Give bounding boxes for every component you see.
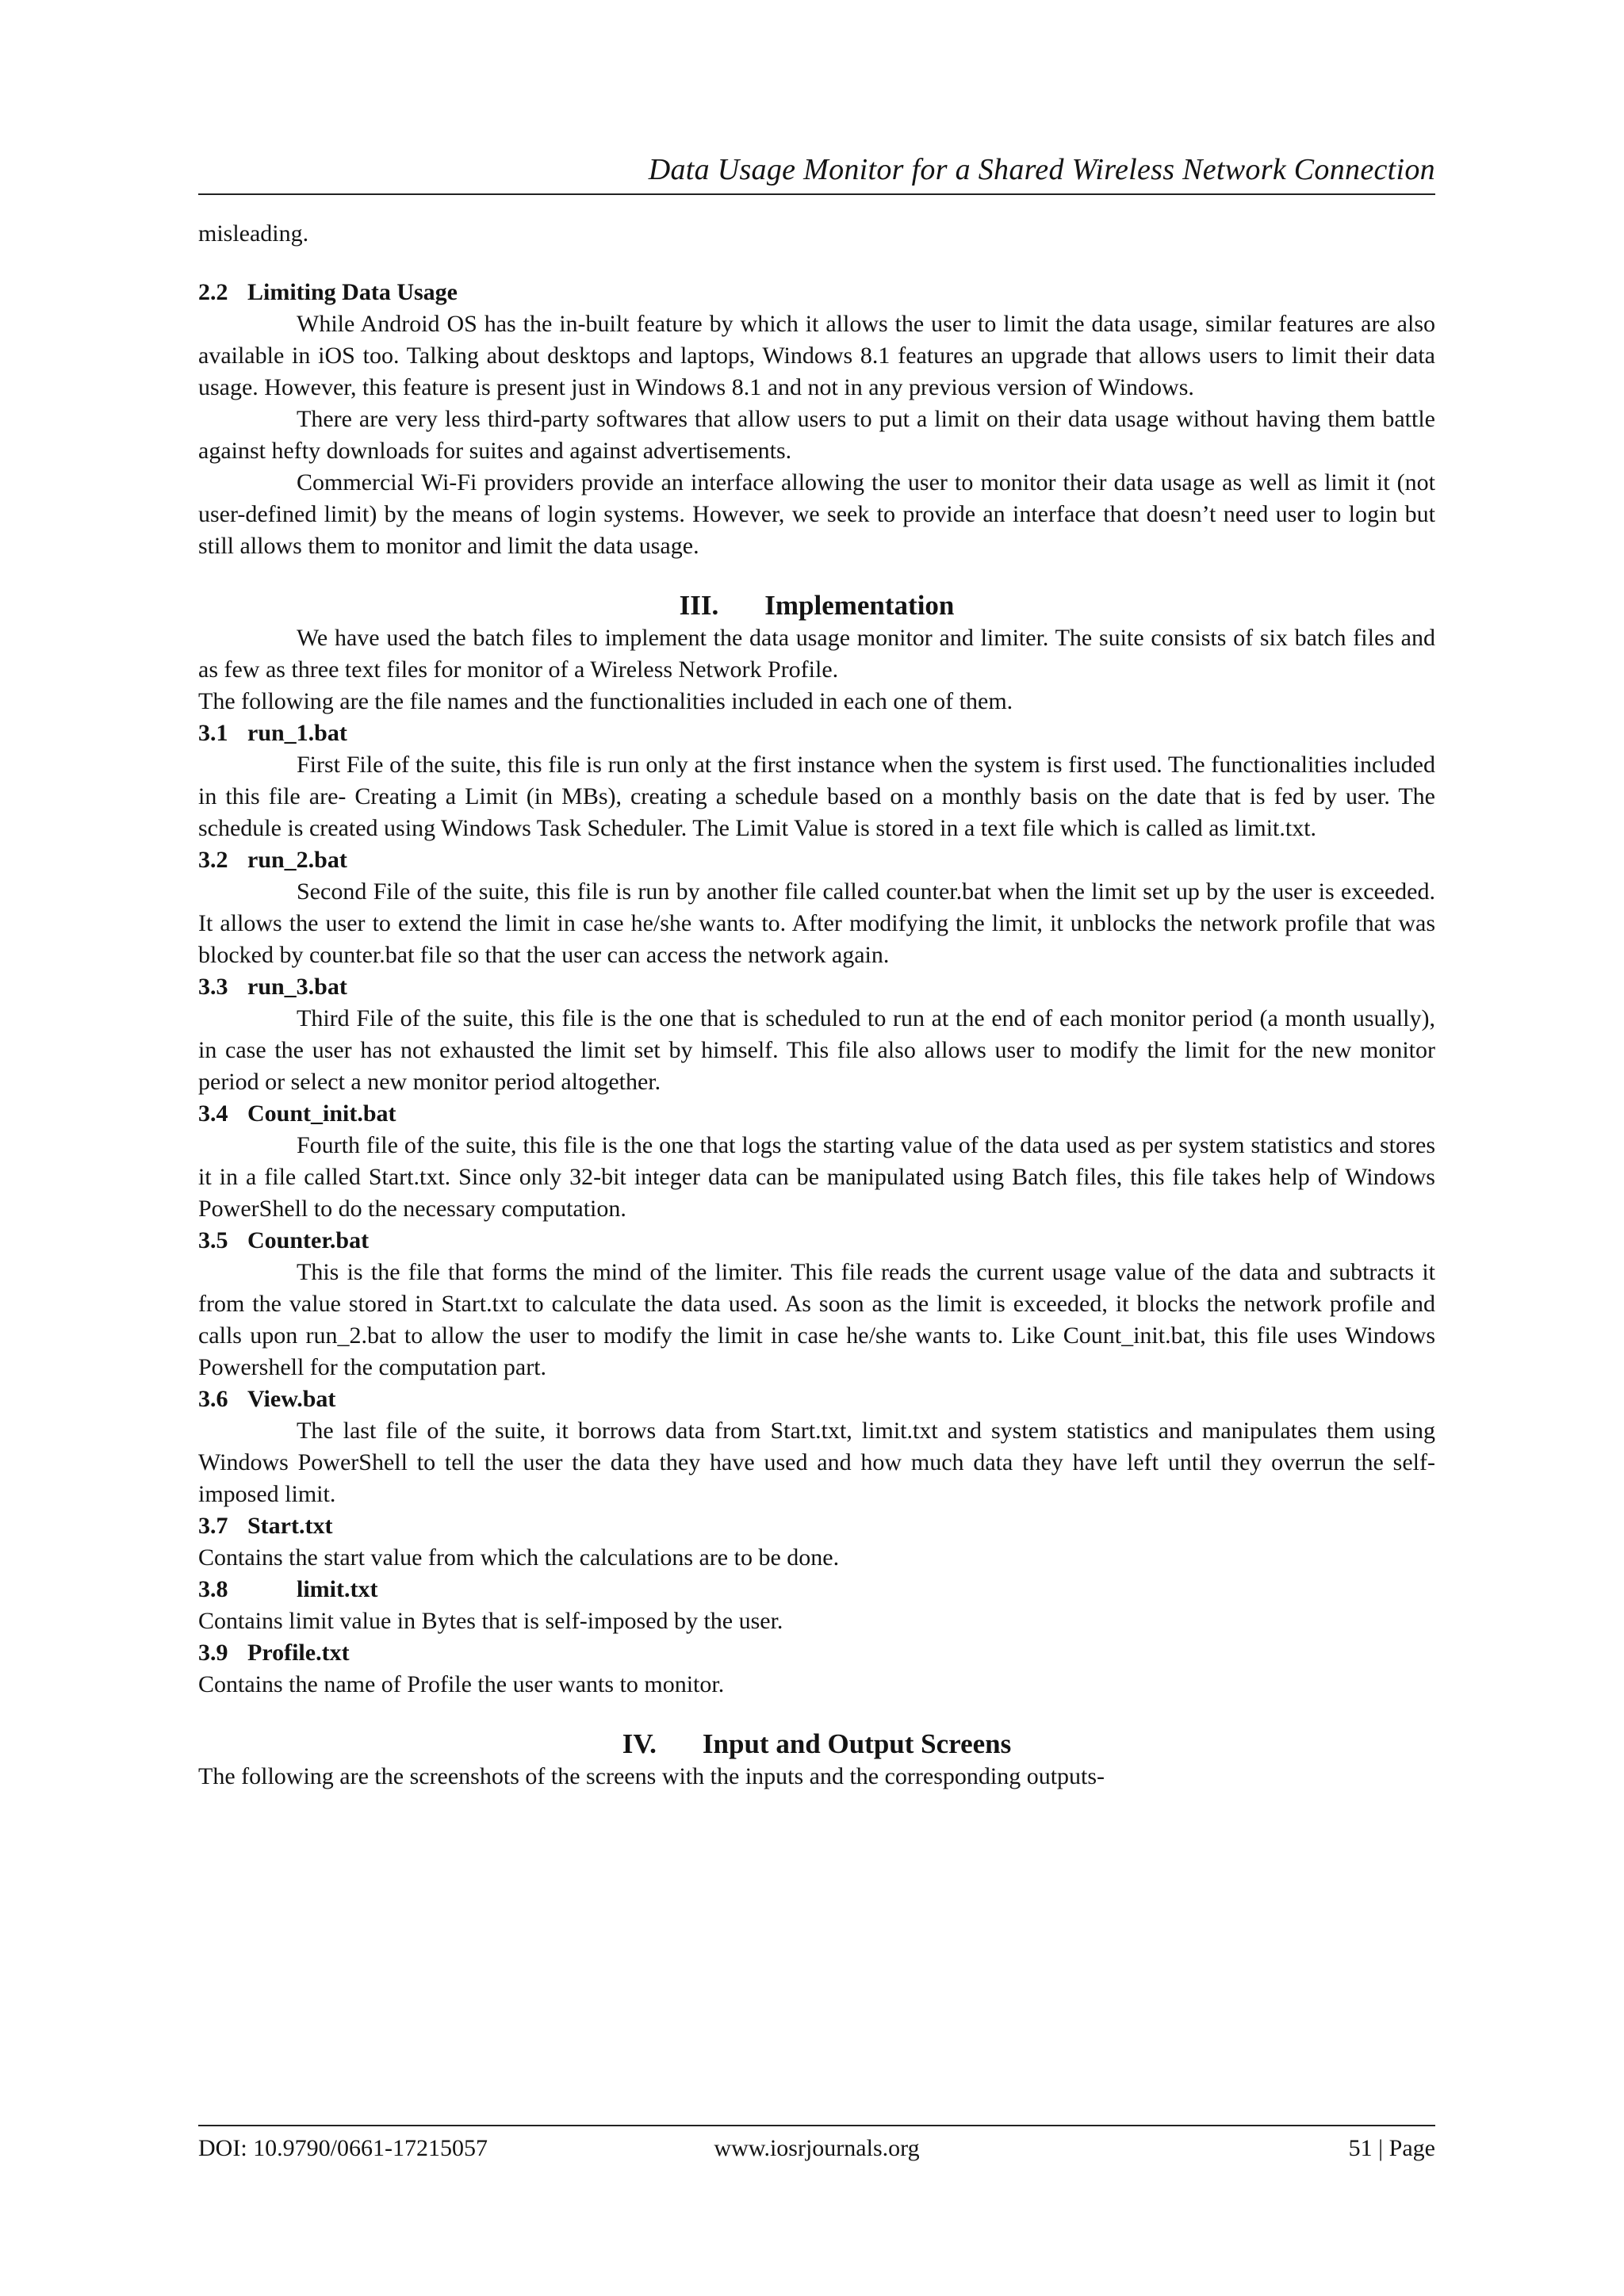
subsection-title: run_2.bat bbox=[247, 847, 347, 873]
footer-page-number: 51 | Page bbox=[1348, 2135, 1435, 2161]
subsection-heading-3-9 bbox=[198, 1637, 1435, 1669]
subsection-title: Start.txt bbox=[247, 1513, 333, 1539]
subsection-number: 3.6 bbox=[198, 1386, 228, 1412]
paragraph: The last file of the suite, it borrows data from Start.txt, limit.txt and system statistics and manipulates them using Windows PowerShell to tell the user the data they have used and how much data they have left until they overrun the self-imposed limit. bbox=[198, 1418, 1435, 1507]
subsection-heading-3-1 bbox=[198, 718, 1435, 749]
section-number: III. bbox=[679, 590, 719, 621]
paragraph: We have used the batch files to implement the data usage monitor and limiter. The suite consists of six batch files and as few as three text files for monitor of a Wireless Network Profile. bbox=[198, 625, 1435, 683]
section-title: Input and Output Screens bbox=[702, 1728, 1012, 1759]
subsection-heading-3-5 bbox=[198, 1225, 1435, 1257]
paragraph: The following are the screenshots of the screens with the inputs and the corresponding outputs- bbox=[198, 1763, 1105, 1789]
section-number: IV. bbox=[622, 1728, 657, 1759]
subsection-title: Count_init.bat bbox=[247, 1100, 396, 1127]
subsection-title: limit.txt bbox=[297, 1576, 378, 1602]
paragraph: Contains the start value from which the calculations are to be done. bbox=[198, 1544, 840, 1571]
running-header: Data Usage Monitor for a Shared Wireless Network Connection bbox=[648, 153, 1435, 186]
footer-doi: DOI: 10.9790/0661-17215057 bbox=[198, 2135, 488, 2161]
subsection-number: 3.5 bbox=[198, 1227, 228, 1253]
paragraph: The following are the file names and the functionalities included in each one of them. bbox=[198, 688, 1013, 714]
subsection-number: 3.8 bbox=[198, 1576, 228, 1602]
footer-website: www.iosrjournals.org bbox=[714, 2135, 920, 2161]
subsection-number: 2.2 bbox=[198, 279, 228, 305]
section-heading-implementation bbox=[198, 589, 1435, 622]
subsection-title: View.bat bbox=[247, 1386, 336, 1412]
continuation-text: misleading. bbox=[198, 220, 309, 247]
paragraph: Contains limit value in Bytes that is self-imposed by the user. bbox=[198, 1608, 783, 1634]
subsection-title: Counter.bat bbox=[247, 1227, 370, 1253]
subsection-number: 3.1 bbox=[198, 720, 228, 746]
paragraph: Third File of the suite, this file is the one that is scheduled to run at the end of each monitor period (a month usually), in case the user has not exhausted the limit set by himself. This file also allows user to modify the limit for the new monitor period or select a new monitor period altogether. bbox=[198, 1005, 1435, 1095]
subsection-heading-3-4 bbox=[198, 1098, 1435, 1130]
paragraph: First File of the suite, this file is run only at the first instance when the system is first used. The functionalities included in this file are- Creating a Limit (in MBs), creating a schedule based on a monthly basis on the date that is fed by user. The schedule is created using Windows Task Scheduler. The Limit Value is stored in a text file which is called as limit.txt. bbox=[198, 752, 1435, 841]
paragraph: This is the file that forms the mind of the limiter. This file reads the current usage value of the data and subtracts it from the value stored in Start.txt to calculate the data used. As soon as the limit is exceeded, it blocks the network profile and calls upon run_2.bat to allow the user to modify the limit in case he/she wants to. Like Count_init.bat, this file uses Windows Powershell for the computation part. bbox=[198, 1259, 1435, 1380]
paragraph: Second File of the suite, this file is run by another file called counter.bat when the limit set up by the user is exceeded. It allows the user to extend the limit in case he/she wants to. After modifying the limit, it unblocks the network profile that was blocked by counter.bat file so that the user can access the network again. bbox=[198, 878, 1435, 968]
paper-page bbox=[198, 0, 1435, 2296]
subsection-number: 3.4 bbox=[198, 1100, 228, 1127]
page-body bbox=[198, 218, 1435, 1793]
subsection-heading-2-2 bbox=[198, 277, 1435, 308]
subsection-number: 3.2 bbox=[198, 847, 228, 873]
subsection-title: run_3.bat bbox=[247, 974, 347, 1000]
subsection-heading-3-3 bbox=[198, 971, 1435, 1003]
subsection-title: run_1.bat bbox=[247, 720, 347, 746]
paragraph: While Android OS has the in-built feature by which it allows the user to limit the data usage, similar features are also available in iOS too. Talking about desktops and laptops, Windows 8.1 features an upgrade that allows users to limit their data usage. However, this feature is present just in Windows 8.1 and not in any previous version of Windows. bbox=[198, 311, 1435, 400]
subsection-heading-3-8 bbox=[198, 1574, 1435, 1605]
subsection-number: 3.9 bbox=[198, 1640, 228, 1666]
subsection-heading-3-6 bbox=[198, 1383, 1435, 1415]
paragraph: There are very less third-party softwares that allow users to put a limit on their data usage without having them battle against hefty downloads for suites and against advertisements. bbox=[198, 406, 1435, 464]
paragraph: Contains the name of Profile the user wants to monitor. bbox=[198, 1671, 725, 1697]
footer-rule bbox=[198, 2125, 1435, 2126]
paragraph: Commercial Wi-Fi providers provide an interface allowing the user to monitor their data usage as well as limit it (not user-defined limit) by the means of login systems. However, we seek to provide an interface that doesn’t need user to login but still allows them to monitor and limit the data usage. bbox=[198, 469, 1435, 559]
subsection-number: 3.3 bbox=[198, 974, 228, 1000]
subsection-heading-3-7 bbox=[198, 1510, 1435, 1542]
section-heading-input-output bbox=[198, 1728, 1435, 1761]
subsection-heading-3-2 bbox=[198, 844, 1435, 876]
subsection-title: Limiting Data Usage bbox=[247, 279, 458, 305]
subsection-number: 3.7 bbox=[198, 1513, 228, 1539]
subsection-title: Profile.txt bbox=[247, 1640, 350, 1666]
section-title: Implementation bbox=[764, 590, 955, 621]
header-rule bbox=[198, 193, 1435, 195]
paragraph: Fourth file of the suite, this file is the one that logs the starting value of the data used as per system statistics and stores it in a file called Start.txt. Since only 32-bit integer data can be manipulated using Batch files, this file takes help of Windows PowerShell to do the necessary computation. bbox=[198, 1132, 1435, 1222]
